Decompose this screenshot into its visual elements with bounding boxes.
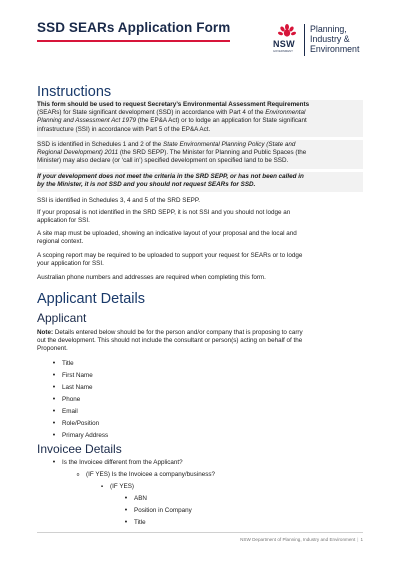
applicant-subheading: Applicant xyxy=(37,311,87,325)
list-item: • Email xyxy=(62,408,78,416)
list-item: • Title xyxy=(62,360,74,368)
page-footer xyxy=(240,537,363,542)
circle-bullet-icon xyxy=(74,471,82,479)
site-map-paragraph: A site map must be uploaded, showing an indicative layout of your proposal and the local and regional context. xyxy=(37,230,297,246)
list-item: • Title xyxy=(134,519,146,527)
ssd-definition-paragraph: SSD is identified in Schedules 1 and 2 of the State Environmental Planning Policy (State and Regional Development) 2011 (the SRD SEPP). The Minister for Planning and Public Spaces (the Minister) may also declare (or ‘call in’) specified development on specified land to be SSD. xyxy=(37,141,307,165)
bullet-icon xyxy=(122,495,130,503)
list-item: • Last Name xyxy=(62,384,92,392)
list-item: • Position in Company xyxy=(134,507,192,515)
bullet-icon xyxy=(50,432,58,440)
applicant-note-paragraph: Note: Details entered below should be for the person and/or company that is proposing to carry out the development. This should not include the consultant or person(s) acting on behalf of the Proponent. xyxy=(37,329,303,353)
ssd-warning-paragraph: If your development does not meet the criteria in the SRD SEPP, or has not been called in by the Minister, it is not SSD and you should not request SEARs for SSD. xyxy=(37,173,304,189)
bullet-icon xyxy=(50,420,58,428)
page-number: 1 xyxy=(360,537,363,542)
square-bullet-icon xyxy=(98,483,106,491)
instructions-intro-paragraph: This form should be used to request Secretary’s Environmental Assessment Requirements (SEARs) for State significant development (SSD) in accordance with Part 4 of the Environmental Planning and Assessment Act 1979 (the EP&A Act) or to lodge an application for State significant infrastructure (SSI) in accordance with Part 5 of the EP&A Act. xyxy=(37,101,310,133)
ssi-definition-paragraph: SSI is identified in Schedules 3, 4 and 5 of the SRD SEPP. xyxy=(37,197,201,204)
applicant-details-heading: Applicant Details xyxy=(37,291,145,307)
list-item: • Primary Address xyxy=(62,432,108,440)
waratah-icon xyxy=(278,24,296,38)
bullet-icon xyxy=(122,519,130,527)
bullet-icon xyxy=(50,396,58,404)
footer-divider xyxy=(37,532,363,533)
list-item: • Role/Position xyxy=(62,420,99,428)
list-item: • ABN xyxy=(134,495,147,503)
document-title: SSD SEARs Application Form xyxy=(37,20,231,35)
logo-nsw-text: NSW xyxy=(273,39,295,49)
scoping-report-paragraph: A scoping report may be required to be uploaded to support your request for SEARs or to lodge your application for SSI. xyxy=(37,252,303,268)
nsw-dpie-logo xyxy=(271,24,371,56)
logo-department-text: Planning, Industry & Environment xyxy=(310,24,360,54)
bullet-icon xyxy=(122,507,130,515)
bullet-icon xyxy=(50,360,58,368)
title-underline xyxy=(37,40,230,42)
invoicee-details-heading: Invoicee Details xyxy=(37,442,122,456)
footer-separator: | xyxy=(357,537,359,542)
australian-details-paragraph: Australian phone numbers and addresses are required when completing this form. xyxy=(37,274,266,281)
logo-government-text: GOVERNMENT xyxy=(273,50,293,53)
list-item: • First Name xyxy=(62,372,93,380)
list-item: o (IF YES) Is the Invoicee a company/business? xyxy=(86,471,215,479)
bullet-icon xyxy=(50,459,58,467)
ssi-warning-paragraph: If your proposal is not identified in the SRD SEPP, it is not SSI and you should not lodge an application for SSI. xyxy=(37,209,291,225)
list-item: • Is the Invoicee different from the Applicant? xyxy=(62,459,183,467)
bullet-icon xyxy=(50,408,58,416)
logo-divider xyxy=(304,24,305,56)
instructions-heading: Instructions xyxy=(37,84,112,100)
footer-department: NSW Department of Planning, Industry and Environment xyxy=(240,537,356,542)
bullet-icon xyxy=(50,372,58,380)
list-item: ▪ (IF YES) xyxy=(110,483,134,491)
bullet-icon xyxy=(50,384,58,392)
list-item: • Phone xyxy=(62,396,80,404)
